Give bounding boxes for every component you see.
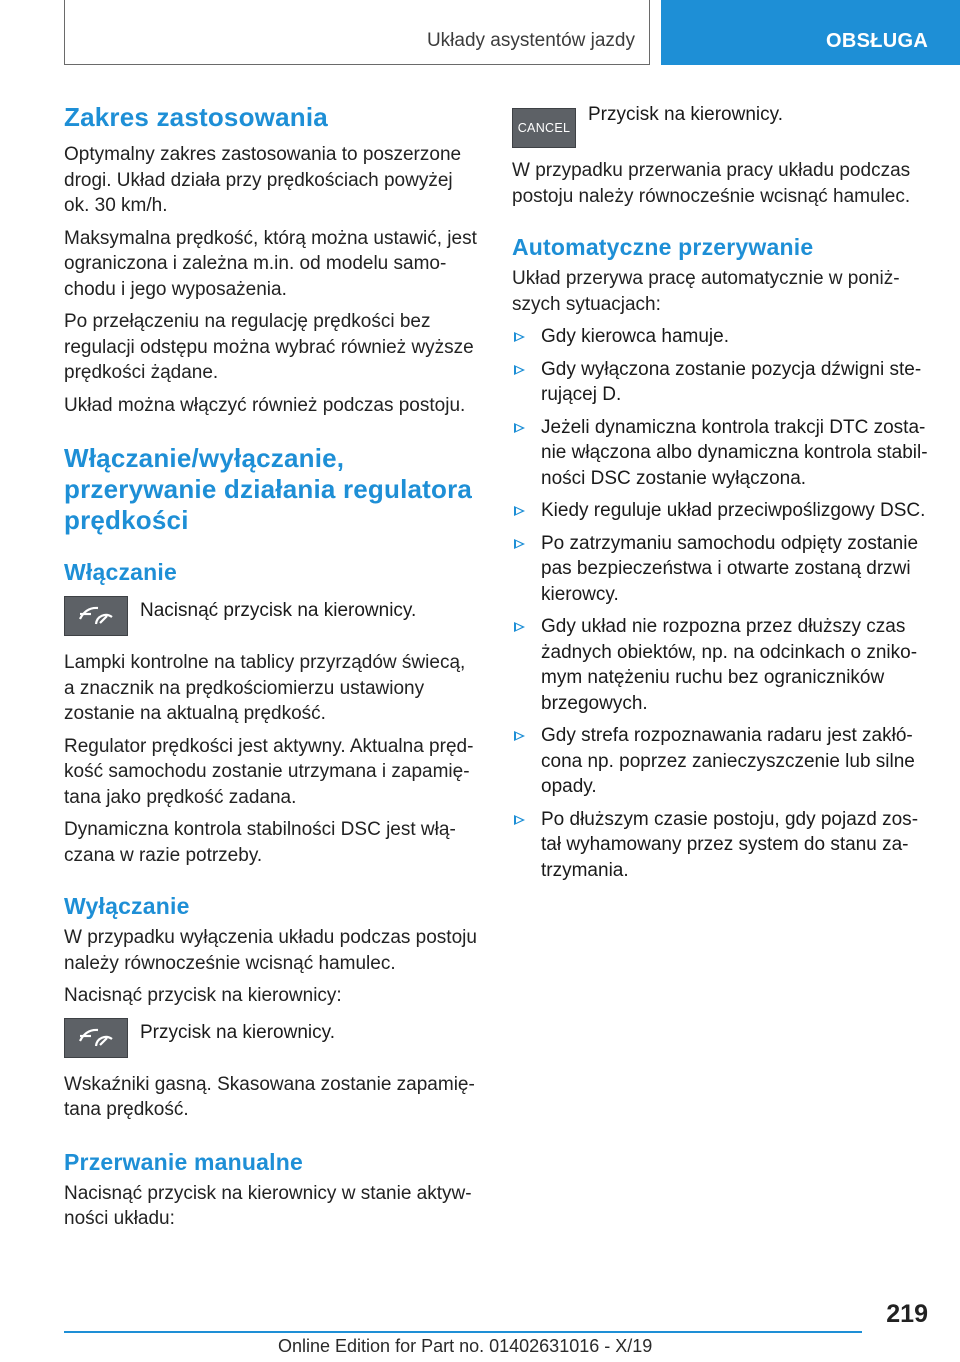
cruise-control-button-icon xyxy=(64,596,128,636)
bullet-triangle-icon xyxy=(514,622,525,632)
icon-row-wylaczanie xyxy=(64,1018,478,1058)
heading-przerwanie: Przerwanie manualne xyxy=(64,1148,303,1175)
paragraph: W przypadku wyłączenia układu podczas postoju należy równocześnie wcisnąć hamulec. xyxy=(64,927,477,974)
paragraph: Układ można włączyć również podczas postoju. xyxy=(64,394,466,416)
footer-divider xyxy=(64,1331,862,1333)
bullet-triangle-icon xyxy=(514,365,525,375)
cruise-control-button-icon xyxy=(64,1018,128,1058)
paragraph: Wskaźniki gasną. Skasowana zostanie zapamiętana prędkość. xyxy=(64,1073,475,1120)
paragraph: Optymalny zakres zastosowania to poszerzone drogi. Układ działa przy prędkościach powyżej ok. 30 km/h. xyxy=(64,144,462,216)
paragraph: W przypadku przerwania pracy układu podczas postoju należy równocześnie wcisnąć hamulec. xyxy=(512,160,911,207)
heading-wlaczanie-main: Włączanie/wyłączanie, przerywanie działania regulatora prędkości xyxy=(64,443,473,535)
bullet-triangle-icon xyxy=(514,506,525,516)
icon-description: Przycisk na kierownicy. xyxy=(588,104,783,125)
list-item: Gdy wyłączona zostanie pozycja dźwigni sterującej D. xyxy=(512,357,928,408)
bullet-triangle-icon xyxy=(514,332,525,342)
header-frame xyxy=(64,0,650,65)
list-item: Gdy kierowca hamuje. xyxy=(512,324,928,350)
bullet-triangle-icon xyxy=(514,423,525,433)
bullet-triangle-icon xyxy=(514,815,525,825)
icon-description: Przycisk na kierownicy. xyxy=(140,1021,335,1043)
list-item: Jeżeli dynamiczna kontrola trakcji DTC zostanie włączona albo dynamiczna kontrola stabilności DSC zostanie wyłączona. xyxy=(512,415,928,492)
bullet-triangle-icon xyxy=(514,539,525,549)
cruise-control-icon xyxy=(76,1026,116,1050)
list-item: Gdy układ nie rozpozna przez dłuższy czas żadnych obiektów, np. na odcinkach o znikomym natężeniu ruchu bez ograniczników brzegowych. xyxy=(512,614,928,716)
page-number: 219 xyxy=(886,1300,928,1328)
icon-row-cancel xyxy=(512,104,928,148)
list-item: Po zatrzymaniu samochodu odpięty zostanie pas bezpieczeństwa i otwarte zostaną drzwi kierowcy. xyxy=(512,531,928,608)
heading-wylaczanie: Wyłączanie xyxy=(64,893,190,919)
cancel-button-icon: CANCEL xyxy=(512,108,576,148)
paragraph: Dynamiczna kontrola stabilności DSC jest włączana w razie potrzeby. xyxy=(64,819,456,866)
bullet-triangle-icon xyxy=(514,731,525,741)
header-title: Układy asystentów jazdy xyxy=(426,30,635,51)
paragraph: Po przełączeniu na regulację prędkości bez regulacji odstępu można wybrać również wyższe prędkości żądane. xyxy=(64,311,474,383)
auto-interrupt-list xyxy=(512,324,928,883)
list-item: Po dłuższym czasie postoju, gdy pojazd został wyhamowany przez system do stanu zatrzymania. xyxy=(512,807,928,884)
section-tab[interactable]: OBSŁUGA xyxy=(661,0,960,65)
paragraph: Nacisnąć przycisk na kierownicy: xyxy=(64,985,342,1006)
paragraph: Nacisnąć przycisk na kierownicy w stanie aktywności układu: xyxy=(64,1182,472,1229)
list-item: Gdy strefa rozpoznawania radaru jest zakłócona np. poprzez zanieczyszczenie lub silne opady. xyxy=(512,723,928,800)
icon-row-wlaczanie xyxy=(64,596,478,636)
heading-zakres: Zakres zastosowania xyxy=(64,102,328,132)
icon-description: Nacisnąć przycisk na kierownicy. xyxy=(140,600,417,621)
paragraph: Układ przerywa pracę automatycznie w poniższych sytuacjach: xyxy=(512,268,900,315)
left-column xyxy=(64,100,478,1232)
heading-automatyczne: Automatyczne przerywanie xyxy=(512,234,814,260)
paragraph: Lampki kontrolne na tablicy przyrządów świecą, a znacznik na prędkościomierzu ustawiony zostanie na aktualną prędkość. xyxy=(64,652,466,724)
list-item: Kiedy reguluje układ przeciwpoślizgowy DSC. xyxy=(512,498,928,524)
cruise-control-icon xyxy=(76,604,116,628)
right-column xyxy=(512,100,928,883)
paragraph: Regulator prędkości jest aktywny. Aktualna prędkość samochodu zostanie utrzymana i zapamiętana jako prędkość zadana. xyxy=(64,735,474,808)
footer-edition: Online Edition for Part no. 01402631016 - X/19 xyxy=(278,1336,653,1356)
heading-wlaczanie: Włączanie xyxy=(64,559,178,585)
paragraph: Maksymalna prędkość, którą można ustawić, jest ograniczona i zależna m.in. od modelu samochodu i jego wyposażenia. xyxy=(64,227,477,300)
